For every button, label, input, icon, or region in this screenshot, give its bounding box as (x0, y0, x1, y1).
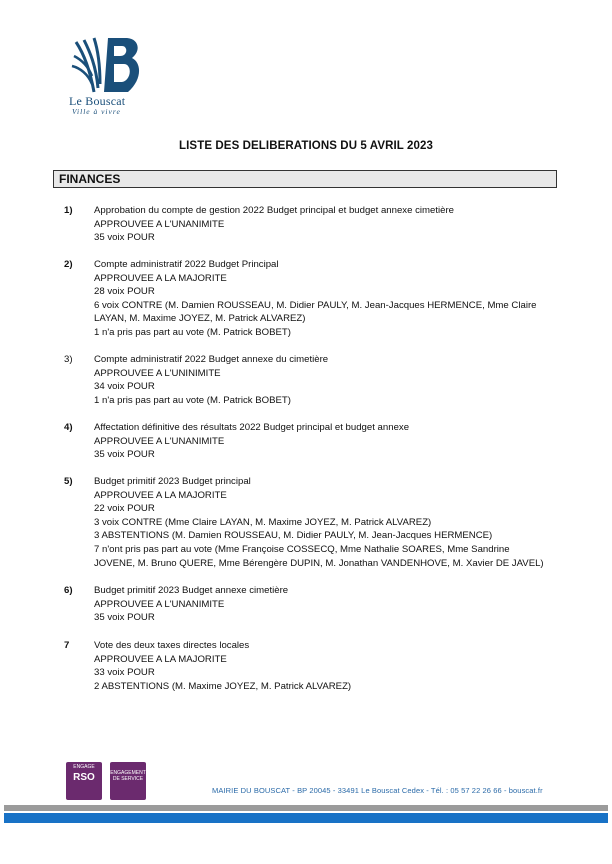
item-vote: 35 voix POUR (94, 612, 155, 624)
item-vote: 28 voix POUR (94, 286, 155, 298)
item-vote: 2 ABSTENTIONS (M. Maxime JOYEZ, M. Patrick ALVAREZ) (94, 680, 352, 692)
badge-caption: ENGAGE (73, 764, 95, 770)
item-number: 6) (64, 585, 73, 596)
item-title: Budget primitif 2023 Budget principal (94, 476, 251, 487)
item-vote: 34 voix POUR (94, 381, 155, 393)
item-vote: 22 voix POUR (94, 503, 155, 515)
document-title: LISTE DES DELIBERATIONS DU 5 AVRIL 2023 (179, 140, 433, 152)
item-vote: LAYAN, M. Maxime JOYEZ, M. Patrick ALVAREZ) (94, 313, 306, 325)
item-vote: 3 ABSTENTIONS (M. Damien ROUSSEAU, M. Didier PAULY, M. Jean-Jacques HERMENCE) (94, 530, 493, 542)
item-number: 4) (64, 422, 73, 433)
footer-blue-bar (4, 813, 608, 823)
item-title: Affectation définitive des résultats 2022 Budget principal et budget annexe (94, 422, 410, 433)
item-vote: 3 voix CONTRE (Mme Claire LAYAN, M. Maxime JOYEZ, M. Patrick ALVAREZ) (94, 516, 432, 528)
item-vote: 35 voix POUR (94, 232, 155, 244)
item-number: 5) (64, 476, 73, 487)
item-title: Compte administratif 2022 Budget annexe du cimetière (94, 354, 329, 365)
item-title: Compte administratif 2022 Budget Principal (94, 259, 279, 270)
badge-label: RSO (73, 772, 95, 783)
certification-badges (66, 762, 150, 802)
item-result: APPROUVEE A LA MAJORITE (94, 653, 227, 665)
item-vote: 33 voix POUR (94, 667, 155, 679)
footer-gray-bar (4, 805, 608, 811)
item-vote: 35 voix POUR (94, 449, 155, 461)
badge-caption: ENGAGEMENT DE SERVICE (110, 770, 146, 782)
item-result: APPROUVEE A LA MAJORITE (94, 489, 227, 501)
item-vote: 6 voix CONTRE (M. Damien ROUSSEAU, M. Didier PAULY, M. Jean-Jacques HERMENCE, Mme Claire (94, 299, 537, 311)
item-vote: JOVENE, M. Bruno QUERE, Mme Bérengère DUPIN, M. Jonathan VANDENHOVE, M. Xavier DE JAVEL) (94, 557, 544, 569)
item-vote: 7 n'ont pris pas part au vote (Mme Françoise COSSECQ, Mme Nathalie SOARES, Mme Sandrine (94, 543, 510, 555)
item-number: 7 (64, 640, 70, 651)
logo-tagline: Ville à vivre (72, 107, 121, 116)
service-engagement-badge (110, 762, 146, 800)
item-result: APPROUVEE A L'UNINIMITE (94, 367, 221, 379)
logo-name: Le Bouscat (69, 94, 126, 108)
section-header-finances: FINANCES (53, 170, 557, 188)
item-title: Vote des deux taxes directes locales (94, 640, 250, 651)
footer-address: MAIRIE DU BOUSCAT - BP 20045 - 33491 Le Bouscat Cedex - Tél. : 05 57 22 26 66 - bouscat.fr (212, 786, 543, 795)
item-vote: 1 n'a pris pas part au vote (M. Patrick BOBET) (94, 326, 291, 338)
item-result: APPROUVEE A L'UNANIMITE (94, 218, 225, 230)
item-number: 3) (64, 354, 73, 365)
item-result: APPROUVEE A L'UNANIMITE (94, 435, 225, 447)
city-logo (66, 36, 146, 120)
item-number: 2) (64, 259, 73, 270)
rso-badge (66, 762, 102, 800)
item-vote: 1 n'a pris pas part au vote (M. Patrick BOBET) (94, 394, 291, 406)
item-result: APPROUVEE A LA MAJORITE (94, 272, 227, 284)
bouscat-b-emblem-icon (70, 36, 140, 96)
item-title: Budget primitif 2023 Budget annexe cimetière (94, 585, 289, 596)
item-title: Approbation du compte de gestion 2022 Budget principal et budget annexe cimetière (94, 205, 455, 216)
item-number: 1) (64, 205, 73, 216)
item-result: APPROUVEE A L'UNANIMITE (94, 598, 225, 610)
